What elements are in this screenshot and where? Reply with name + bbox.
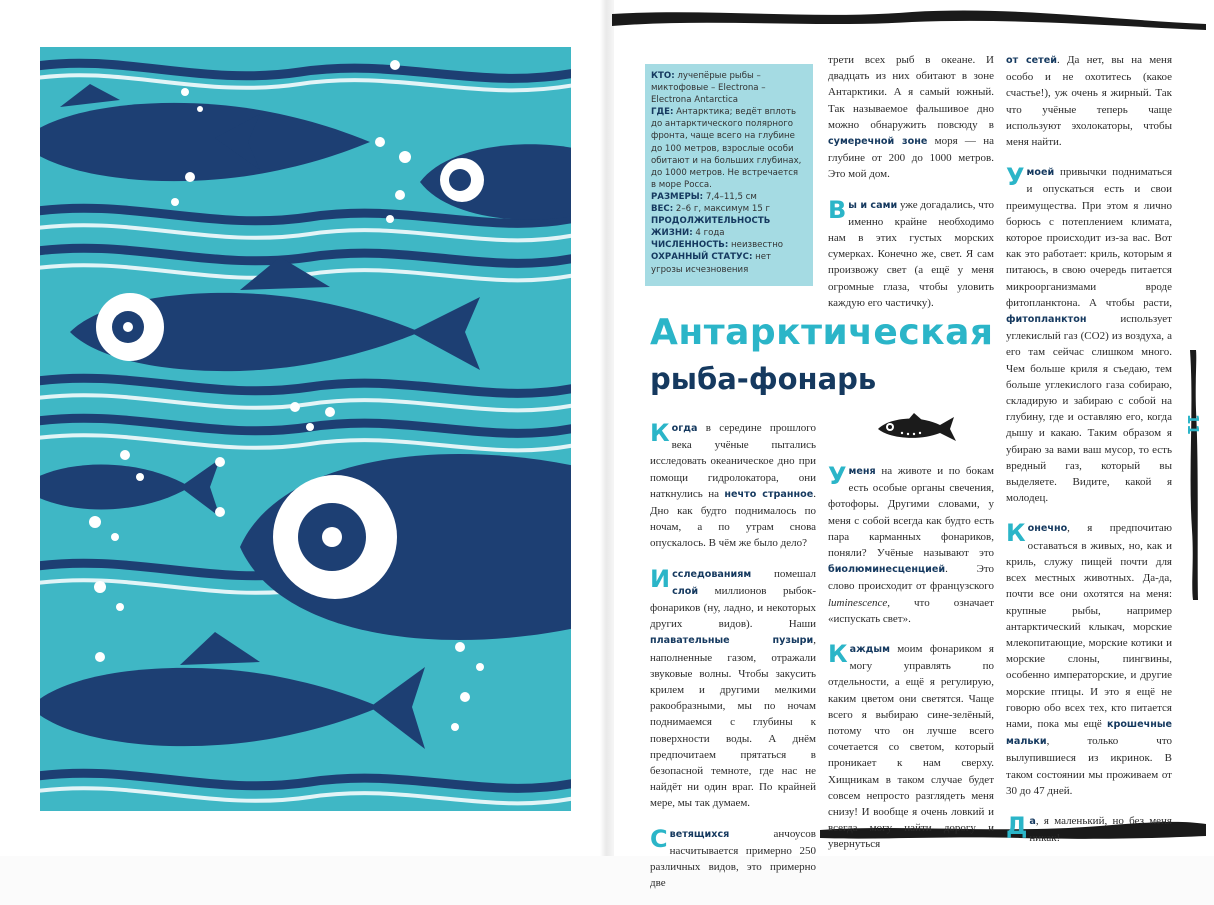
paragraph: Исследованиям помешал слой миллионов рыбок-фонариков (ну, ладно, и некоторых других видов). Наши плавательные пузыри, наполненные газом, отражали звуковые волны. Чтобы закусить крилем и другими мелкими ракообразными, мы по ночам поднимаемся с глубины к поверхности воды. А днём предпочитаем прятаться в безопасной темноте, где нас не найдёт ни один враг. По крайней мере, мы так думаем. [650,564,816,810]
info-row: КТО: лучепёрые рыбы – миктофовые – Electrona – Electrona Antarctica [651,71,766,106]
text-column-2-lower [828,463,994,867]
paragraph: Уменя на животе и по бокам есть особые органы свечения, фотофоры. Другими словами, у меня с собой всегда как будто есть пара карманных фонариков, поняли? Учёные называют это биолюминесценцией. Это слово происходит от французского luminescence, что означает «испускать свет». [828,462,994,625]
info-row: ВЕС: 2–6 г, максимум 15 г [651,204,771,215]
paragraph: трети всех рыб в океане. И двадцать из них обитают в зоне Антарктики. А я самый южный. Так называемое фальшивое дно можно обнаружить повсюду в сумеречной зоне моря — на глубине от 200 до 1000 метров. Это мой дом. [828,54,994,181]
fish-illustration [40,47,571,811]
book-spine [600,0,614,856]
ink-stroke-side [1186,350,1200,600]
paragraph: Конечно, я предпочитаю оставаться в живых, но, как и криль, служу пищей почти для всех местных животных. Да-да, почти все они охотятся на меня: крупные рыбы, например антарктический клыкач, морские млекопитающие, морские котики и морские слоны, пингвины, особенно императорские, и другие морские птицы. И это я ещё не говорю обо всех тех, кто питается нами, пока мы ещё крошечные мальки, только что вылупившиеся из икринок. В таком состоянии мы проживаем от 30 до 47 дней. [1006,519,1172,797]
page-title-line2: рыба-фонарь [650,362,877,396]
paragraph: от сетей. Да нет, вы на меня особо и не охотитесь (какое счастье!), уж очень я жирный. Так что учёные теперь чаще используют эхолокаторы, чтобы меня найти. [1006,54,1172,149]
paragraph: Умоей привычки подниматься и опускаться есть и свои преимущества. При этом я лично борюсь с потеплением климата, которое происходит из-за вас. Вот как это работает: криль, которым я питаюсь, в свою очередь питается микроорганизмами вроде фитопланктона. А чтобы расти, фитопланктон использует углекислый газ (CO2) из воздуха, а его там сейчас слишком много. Чем больше криля я съедаю, тем больше углекислого газа собираю, складирую и забираю с собой на глубину, где и оставляю его, когда дышу и какаю. Таким образом я убираю за вами ваш мусор, то есть вредный газ, который вы выделяете. Видите, какой я молодец. [1006,163,1172,505]
text-column-3 [1006,52,1172,860]
paragraph: Вы и сами уже догадались, что именно крайне необходимо нам в этих густых морских сумерках. Конечно же, свет. Я сам произвожу свет (а ещё у меня огромные глаза, чтобы уловить каждую его частичку). [828,195,994,309]
paragraph: Светящихся анчоусов насчитывается примерно 250 различных видов, это примерно две [650,824,816,890]
text-column-2 [828,52,994,325]
info-row: ПРОДОЛЖИТЕЛЬНОСТЬ ЖИЗНИ: 4 года [651,216,771,239]
page-title-line1: Антарктическая [650,312,994,353]
species-infobox [645,64,813,286]
info-row: РАЗМЕРЫ: 7,4–11,5 см [651,191,757,202]
paragraph: Каждым моим фонариком я могу управлять по отдельности, а ещё я регулирую, каким цветом они светятся. Чаще всего я выбираю сине-зелёный, потому что он лучше всего сочетается со светом, который проникает к нам сверху. Хищникам в таком случае будет совсем непросто разглядеть меня снизу! И вообще я очень ловкий и всегда могу найти дорогу и увернуться [828,640,994,851]
page-number: 11 [1184,414,1202,435]
info-row: ОХРАННЫЙ СТАТУС: нет угрозы исчезновения [651,252,772,275]
info-row: ГДЕ: Антарктика; ведёт вплоть до антарктического полярного фронта, чаще всего на глубине до 100 метров, взрослые особи обитают и на больших глубинах, до 1000 метров. Не встречается в море Росса. [651,107,802,190]
paragraph: Да, я маленький, но без меня никак! [1006,811,1172,845]
lanternfish-icon [876,411,964,445]
text-column-1 [650,420,816,905]
ink-stroke-top [612,6,1206,32]
paragraph: Когда в середине прошлого века учёные пытались исследовать океаническое дно при помощи гидролокатора, они наткнулись на нечто странное. Дно как будто поднималось по ночам, а по утрам снова опускалось. В чём же было дело? [650,419,816,550]
info-row: ЧИСЛЕННОСТЬ: неизвестно [651,240,784,251]
